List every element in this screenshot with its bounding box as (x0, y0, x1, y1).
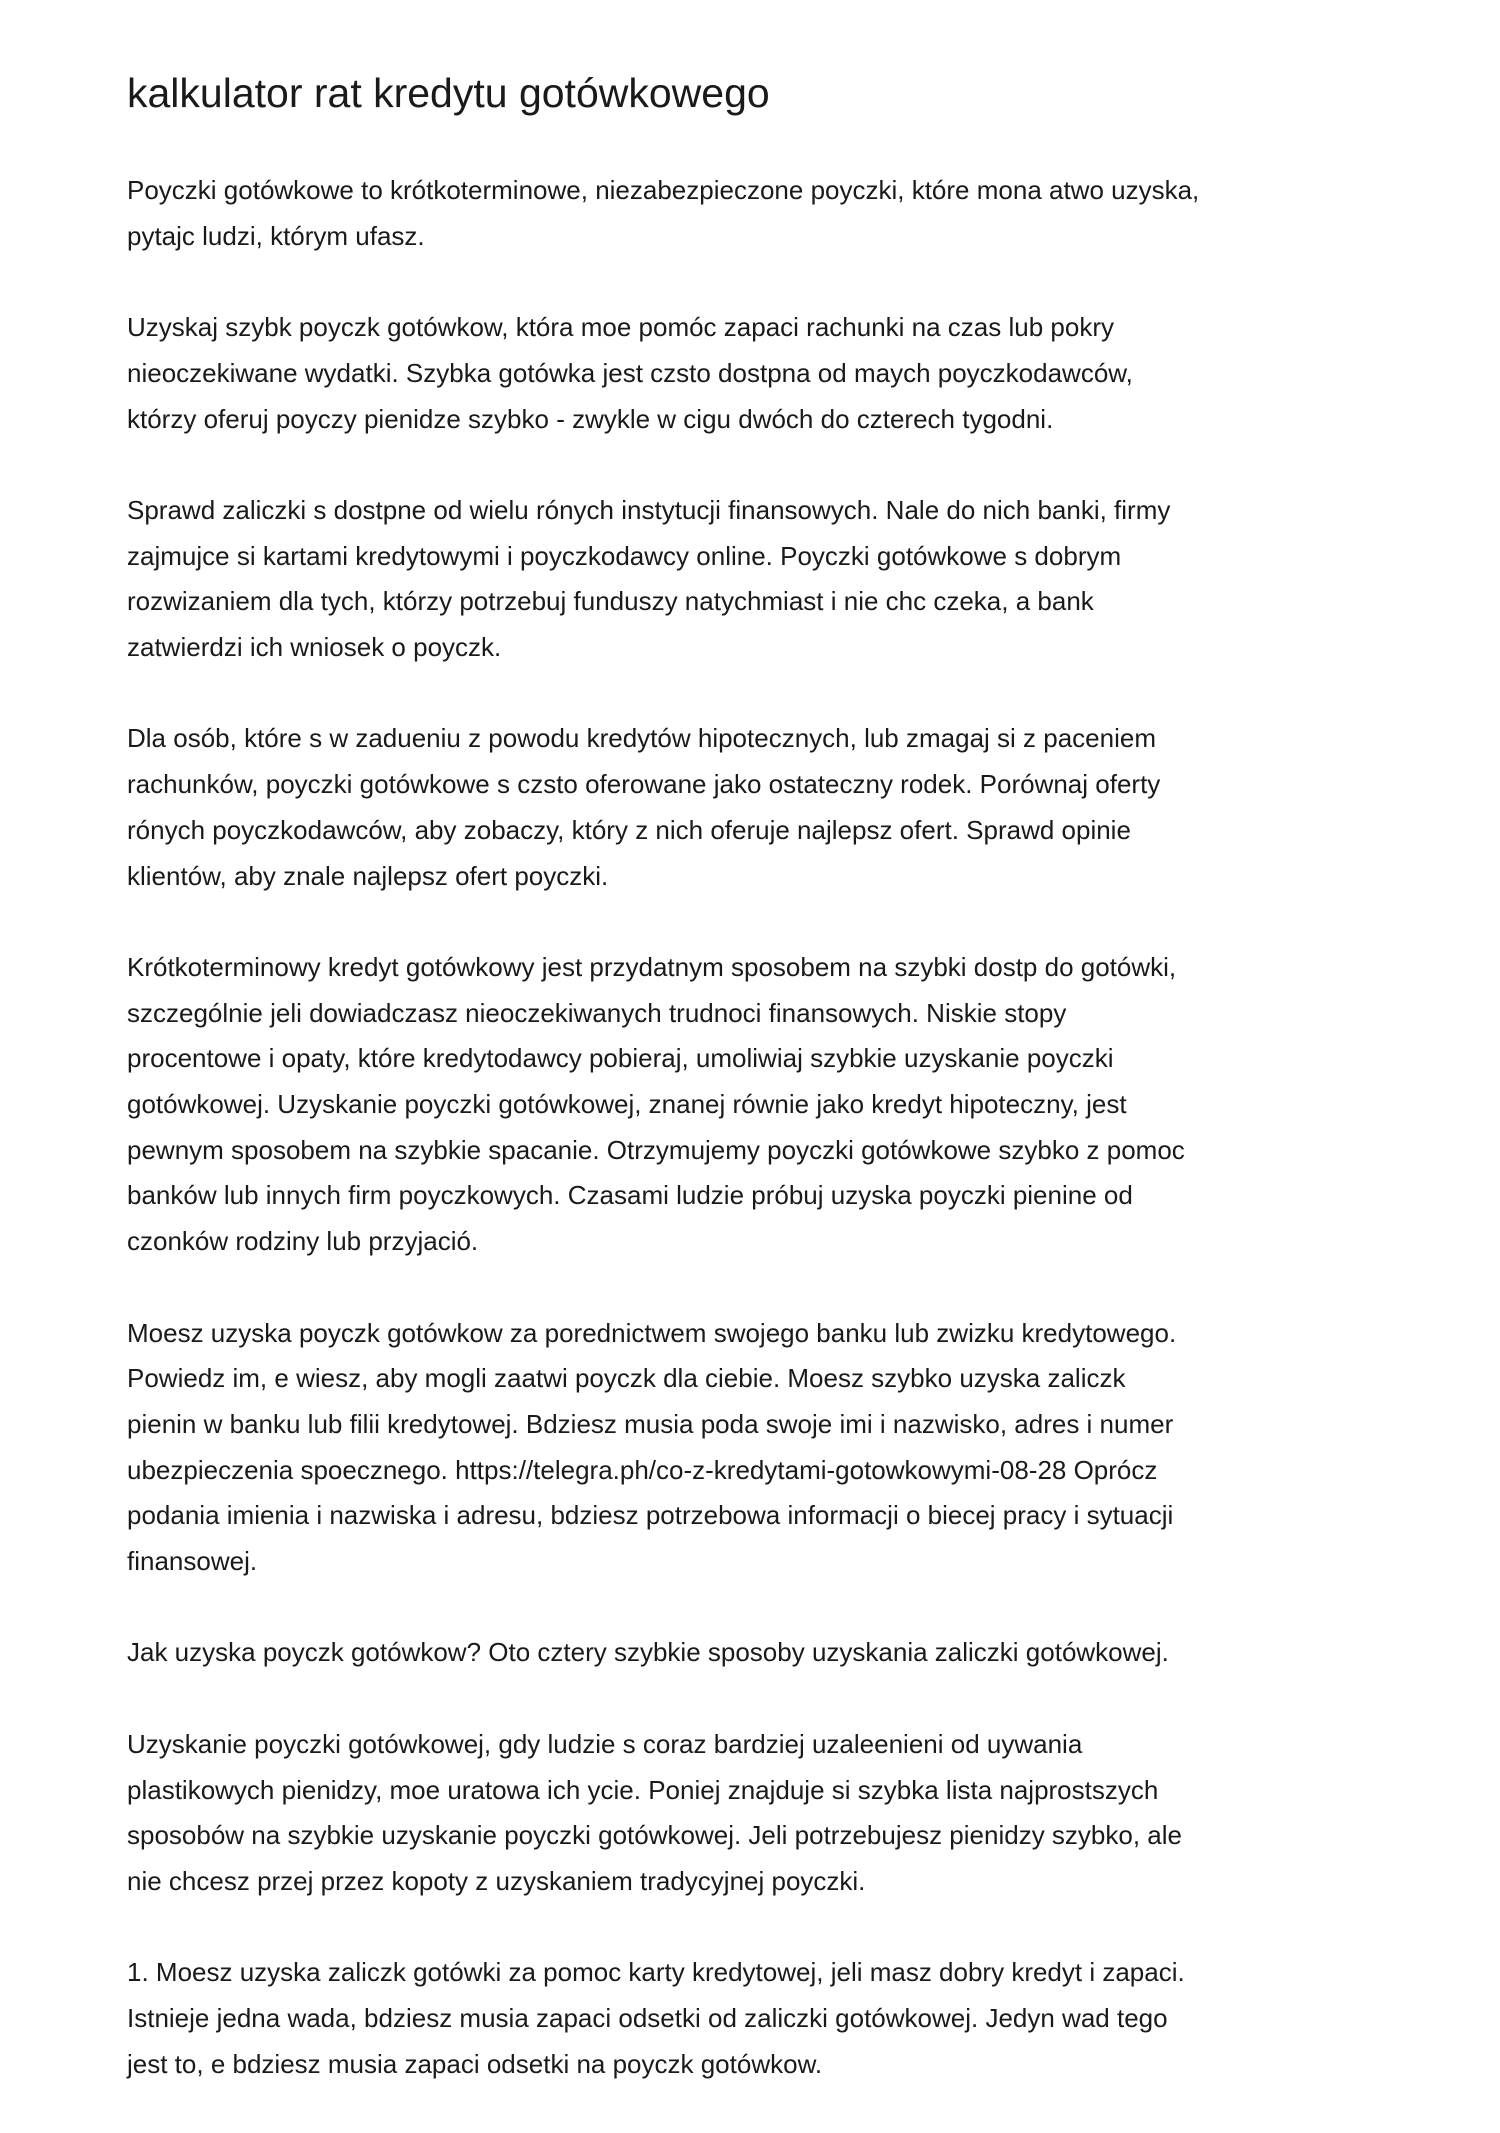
paragraph-line: nieoczekiwane wydatki. Szybka gotówka jest czsto dostpna od maych poyczkodawców, (127, 357, 1133, 388)
paragraph (127, 945, 1427, 1265)
paragraph-line: Istnieje jedna wada, bdziesz musia zapaci odsetki od zaliczki gotówkowej. Jedyn wad tego (127, 2003, 1168, 2033)
paragraph-line: nie chcesz przej przez kopoty z uzyskaniem tradycyjnej poyczki. (127, 1865, 866, 1896)
paragraph (127, 488, 1427, 671)
paragraph (127, 716, 1427, 899)
paragraph-line: ubezpieczenia spoecznego. https://telegra.ph/co-z-kredytami-gotowkowymi-08-28 Oprócz (127, 1454, 1158, 1485)
paragraph-line: pewnym sposobem na szybkie spacanie. Otrzymujemy poyczki gotówkowe szybko z pomoc (127, 1134, 1185, 1165)
paragraph (127, 1722, 1427, 1905)
paragraph-line: procentowe i opaty, które kredytodawcy pobieraj, umoliwiaj szybkie uzyskanie poyczki (127, 1043, 1114, 1074)
paragraph-line: sposobów na szybkie uzyskanie poyczki gotówkowej. Jeli potrzebujesz pienidzy szybko, ale (127, 1820, 1182, 1851)
paragraph-line: Uzyskaj szybk poyczk gotówkow, która moe pomóc zapaci rachunki na czas lub pokry (127, 312, 1114, 343)
paragraph (127, 168, 1427, 259)
paragraph-line: gotówkowej. Uzyskanie poyczki gotówkowej, znanej równie jako kredyt hipoteczny, jest (127, 1089, 1127, 1119)
paragraph (127, 1630, 1427, 1676)
paragraph-line: zajmujce si kartami kredytowymi i poyczkodawcy online. Poyczki gotówkowe s dobrym (127, 540, 1122, 571)
paragraph (127, 1311, 1427, 1585)
paragraph-line: 1. Moesz uzyska zaliczk gotówki za pomoc karty kredytowej, jeli masz dobry kredyt i zapaci. (127, 1957, 1185, 1988)
paragraph-line: klientów, aby znale najlepsz ofert poyczki. (127, 860, 609, 891)
paragraph-line: którzy oferuj poyczy pienidze szybko - zwykle w cigu dwóch do czterech tygodni. (127, 403, 1054, 434)
paragraph-line: finansowej. (127, 1546, 258, 1577)
paragraph-line: Dla osób, które s w zadueniu z powodu kredytów hipotecznych, lub zmagaj si z paceniem (127, 723, 1156, 754)
document-body (127, 168, 1427, 2087)
paragraph (127, 1950, 1427, 2087)
paragraph-line: rachunków, poyczki gotówkowe s czsto oferowane jako ostateczny rodek. Porównaj oferty (127, 769, 1161, 800)
paragraph-line: pienin w banku lub filii kredytowej. Bdziesz musia poda swoje imi i nazwisko, adres i numer (127, 1408, 1174, 1439)
paragraph-line: rónych poyczkodawców, aby zobaczy, który z nich oferuje najlepsz ofert. Sprawd opinie (127, 814, 1131, 845)
paragraph-line: Jak uzyska poyczk gotówkow? Oto cztery szybkie sposoby uzyskania zaliczki gotówkowej. (127, 1637, 1169, 1668)
paragraph-line: czonków rodziny lub przyjació. (127, 1226, 479, 1257)
paragraph-line: pytajc ludzi, którym ufasz. (127, 220, 425, 251)
paragraph-line: Krótkoterminowy kredyt gotówkowy jest przydatnym sposobem na szybki dostp do gotówki, (127, 951, 1177, 982)
paragraph-line: szczególnie jeli dowiadczasz nieoczekiwanych trudnoci finansowych. Niskie stopy (127, 997, 1067, 1028)
paragraph-line: banków lub innych firm poyczkowych. Czasami ludzie próbuj uzyska poyczki pienine od (127, 1180, 1133, 1211)
paragraph-line: Sprawd zaliczki s dostpne od wielu rónych instytucji finansowych. Nale do nich banki, firmy (127, 494, 1171, 525)
paragraph-line: Uzyskanie poyczki gotówkowej, gdy ludzie s coraz bardziej uzaleenieni od uywania (127, 1728, 1083, 1759)
page-title: kalkulator rat kredytu gotówkowego (127, 70, 770, 116)
paragraph-line: Moesz uzyska poyczk gotówkow za porednictwem swojego banku lub zwizku kredytowego. (127, 1317, 1177, 1348)
paragraph-line: plastikowych pienidzy, moe uratowa ich ycie. Poniej znajduje si szybka lista najprostszych (127, 1774, 1159, 1805)
paragraph-line: Poyczki gotówkowe to krótkoterminowe, niezabezpieczone poyczki, które mona atwo uzyska, (127, 175, 1200, 205)
paragraph-line: zatwierdzi ich wniosek o poyczk. (127, 632, 502, 662)
paragraph (127, 305, 1427, 442)
paragraph-line: rozwizaniem dla tych, którzy potrzebuj funduszy natychmiast i nie chc czeka, a bank (127, 586, 1094, 617)
paragraph-line: Powiedz im, e wiesz, aby mogli zaatwi poyczk dla ciebie. Moesz szybko uzyska zaliczk (127, 1363, 1126, 1394)
document-page (127, 69, 1427, 2133)
paragraph-line: podania imienia i nazwiska i adresu, bdziesz potrzebowa informacji o biecej pracy i sytuacji (127, 1500, 1174, 1531)
paragraph-line: jest to, e bdziesz musia zapaci odsetki na poyczk gotówkow. (127, 2048, 823, 2079)
